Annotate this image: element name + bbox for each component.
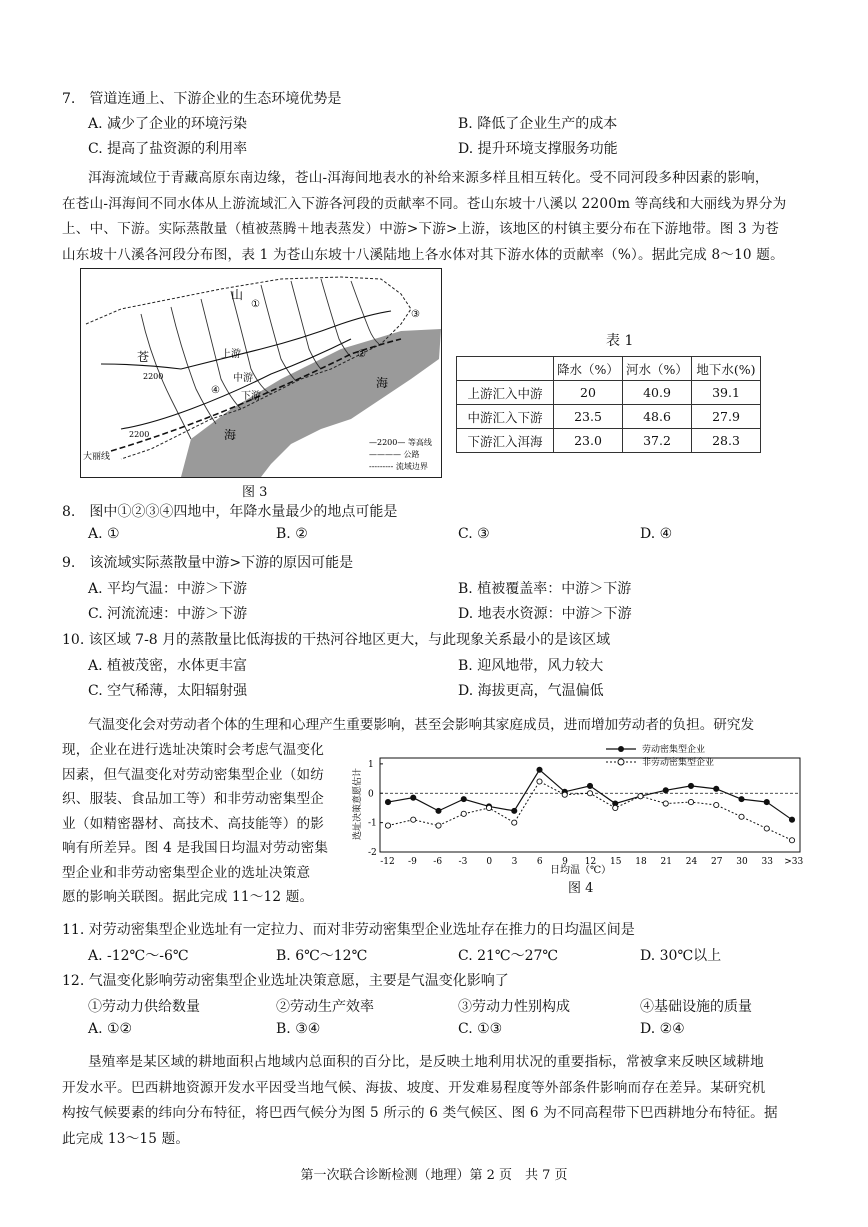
passage-line: 构按气候要素的纬向分布特征，将巴西气候分为图 5 所示的 6 类气候区、图 6 为不同高程带下巴西耕地分布特征。据 [62, 1105, 778, 1121]
chart-axes [368, 758, 803, 867]
q9-option-d: D. 地表水资源：中游＞下游 [458, 606, 632, 622]
table-cell: 40.9 [623, 381, 692, 405]
point-4: ④ [211, 385, 220, 396]
q7-stem: 7. 管道连通上、下游企业的生态环境优势是 [62, 91, 342, 107]
x-tick-label: 27 [711, 857, 723, 867]
x-tick-label: 24 [685, 857, 698, 867]
q9-option-c: C. 河流流速：中游＞下游 [88, 606, 248, 622]
x-tick-label: -9 [408, 857, 417, 867]
point-nonlabour [714, 802, 719, 807]
passage-line: 开发水平。巴西耕地资源开发水平因受当地气候、海拔、坡度、开发难易程度等外部条件影响而存在差异。某研究机 [62, 1079, 766, 1096]
q8-option-d: D. ④ [640, 526, 673, 542]
point-2: ② [357, 349, 366, 360]
map-legend [369, 437, 432, 471]
passage-line: 现，企业在进行选址决策时会考虑气温变化 [62, 742, 325, 758]
q12-item-1: ①劳动力供给数量 [88, 999, 200, 1015]
x-tick-label: 15 [610, 857, 622, 867]
x-tick-label: -12 [380, 857, 395, 867]
table-cell: 39.1 [692, 381, 761, 405]
label-dalixian: 大丽线 [83, 452, 111, 462]
q11-option-b: B. 6℃～12℃ [276, 948, 368, 964]
point-nonlabour [789, 838, 794, 843]
table-header-cell: 地下水(%) [692, 357, 761, 381]
passage-erhai [62, 166, 822, 268]
passage-line: 响有所差异。图 4 是我国日均温对劳动密集 [62, 840, 329, 856]
point-3: ③ [411, 309, 420, 320]
figure-3-map [80, 268, 442, 478]
point-labour [714, 786, 719, 791]
point-nonlabour [537, 779, 542, 784]
x-tick-label: >33 [784, 857, 804, 867]
point-nonlabour [562, 792, 567, 797]
table-cell: 48.6 [623, 405, 692, 429]
label-cang: 苍 [137, 350, 150, 364]
table-header-row [457, 357, 761, 381]
q12-item-3: ③劳动力性别构成 [458, 999, 570, 1015]
q8-option-c: C. ③ [458, 526, 490, 542]
passage-line: 山东坡十八溪各河段分布图，表 1 为苍山东坡十八溪陆地上各水体对其下游水体的贡献率（%）。据此完成 8～10 题。 [62, 246, 784, 263]
point-labour [512, 808, 517, 813]
table-1-title: 表 1 [606, 333, 634, 349]
legend-label-labour: 劳动密集型企业 [642, 745, 706, 755]
page-footer: 第一次联合诊断检测（地理）第 2 页 共 7 页 [300, 1168, 568, 1183]
x-tick-label: 12 [584, 857, 597, 867]
q12-option-c: C. ①③ [458, 1021, 503, 1037]
point-nonlabour [764, 826, 769, 831]
q9-option-b: B. 植被覆盖率：中游＞下游 [458, 581, 632, 597]
point-labour [587, 783, 592, 788]
label-hai-bottom: 海 [224, 428, 237, 442]
table-row [457, 405, 761, 429]
table-cell: 20 [554, 381, 623, 405]
point-labour [461, 797, 466, 802]
table-row [457, 381, 761, 405]
figure-4-caption: 图 4 [568, 881, 594, 896]
passage-line: 洱海流域位于青藏高原东南边缘，苍山-洱海间地表水的补给来源多样且相互转化。受不同河段多种因素的影响， [88, 170, 769, 186]
q8-stem: 8. 图中①②③④四地中，年降水量最少的地点可能是 [62, 504, 398, 520]
q7-option-a: A. 减少了企业的环境污染 [88, 116, 248, 132]
q10-option-c: C. 空气稀薄，太阳辐射强 [88, 683, 248, 699]
table-cell: 中游汇入下游 [457, 405, 554, 429]
x-tick-label: 21 [660, 857, 673, 867]
chart-ylabel: 选址决策意愿估计 [353, 767, 363, 840]
point-nonlabour [587, 791, 592, 796]
x-tick-label: 3 [511, 857, 518, 867]
q12-option-d: D. ②④ [640, 1021, 685, 1037]
y-tick-label: -2 [368, 848, 377, 858]
label-middle: 中游 [233, 373, 253, 384]
q12-item-2: ②劳动生产效率 [276, 999, 374, 1015]
q8-option-a: A. ① [88, 526, 120, 542]
passage-line: 在苍山-洱海间不同水体从上游流域汇入下游各河段的贡献率不同。苍山东坡十八溪以 2200m 等高线和大丽线为界分为 [62, 195, 787, 212]
legend-label-nonlabour: 非劳动密集型企业 [642, 758, 715, 768]
x-tick-label: 30 [736, 857, 748, 867]
passage-brazil [62, 1050, 822, 1152]
passage-line: 业（如精密器材、高技术、高技能等）的影 [62, 815, 325, 832]
point-nonlabour [512, 820, 517, 825]
x-tick-label: -6 [433, 857, 443, 867]
x-tick-label: 0 [486, 857, 493, 867]
point-nonlabour [436, 823, 441, 828]
label-lower: 下游 [241, 391, 261, 402]
passage-line: 上、中、下游。实际蒸散量（植被蒸腾＋地表蒸发）中游>下游>上游，该地区的村镇主要分布在下游地带。图 3 为苍 [62, 221, 779, 237]
table-header-cell [457, 357, 554, 381]
q12-option-a: A. ①② [88, 1021, 133, 1037]
point-labour [436, 808, 441, 813]
table-cell: 23.0 [554, 429, 623, 453]
table-cell: 23.5 [554, 405, 623, 429]
point-labour [537, 767, 542, 772]
point-labour [789, 817, 794, 822]
point-nonlabour [486, 805, 491, 810]
point-1: ① [251, 299, 260, 310]
q8-option-b: B. ② [276, 526, 308, 542]
chart-plot [385, 767, 794, 843]
q11-option-c: C. 21℃～27℃ [458, 948, 559, 964]
x-tick-label: 33 [761, 857, 774, 867]
q10-option-a: A. 植被茂密，水体更丰富 [88, 658, 248, 674]
x-tick-label: 6 [536, 857, 543, 867]
point-nonlabour [688, 799, 693, 804]
q7-option-d: D. 提升环境支撑服务功能 [458, 141, 618, 157]
point-nonlabour [663, 801, 668, 806]
point-nonlabour [385, 823, 390, 828]
label-hai-right: 海 [376, 376, 389, 390]
q9-stem: 9. 该流域实际蒸散量中游>下游的原因可能是 [62, 555, 354, 571]
q7-option-b: B. 降低了企业生产的成本 [458, 116, 618, 132]
label-contour-2200b: 2200 [129, 430, 150, 439]
table-1 [456, 356, 761, 453]
label-upper: 上游 [221, 349, 241, 360]
legend-road: ———— 公路 [369, 450, 420, 459]
point-labour [385, 799, 390, 804]
point-nonlabour [638, 794, 643, 799]
table-header-cell: 河水（%） [623, 357, 692, 381]
q12-option-b: B. ③④ [276, 1021, 321, 1037]
x-tick-label: -3 [458, 857, 468, 867]
passage2-first-line: 气温变化会对劳动者个体的生理和心理产生重要影响，甚至会影响其家庭成员，进而增加劳动者的负担。研究发 [88, 717, 755, 733]
legend-marker-nonlabour [618, 759, 624, 765]
point-nonlabour [461, 811, 466, 816]
chart-xlabel: 日均温（℃） [550, 865, 612, 876]
q12-stem: 12. 气温变化影响劳动密集型企业选址决策意愿，主要是气温变化影响了 [62, 973, 509, 989]
passage-temperature [62, 738, 352, 910]
point-labour [739, 797, 744, 802]
y-tick-label: -1 [368, 818, 377, 829]
chart-frame [380, 758, 800, 852]
point-nonlabour [613, 805, 618, 810]
table-cell: 上游汇入中游 [457, 381, 554, 405]
figure-4-chart [350, 740, 810, 900]
q11-option-d: D. 30℃以上 [640, 948, 722, 964]
y-tick-label: 1 [368, 759, 374, 770]
q10-option-d: D. 海拔更高，气温偏低 [458, 683, 604, 699]
q11-option-a: A. -12℃～-6℃ [88, 948, 189, 964]
passage-line: 型企业和非劳动密集型企业的选址决策意 [62, 864, 311, 881]
passage-line: 垦殖率是某区域的耕地面积占地域内总面积的百分比，是反映土地利用状况的重要指标，常被拿来反映区域耕地 [88, 1054, 764, 1070]
point-labour [764, 799, 769, 804]
q9-option-a: A. 平均气温：中游＞下游 [88, 581, 248, 597]
point-labour [688, 783, 693, 788]
map-svg [81, 269, 441, 477]
chart-legend [606, 743, 714, 768]
x-tick-label: 18 [635, 857, 647, 867]
q12-item-4: ④基础设施的质量 [640, 999, 752, 1015]
point-nonlabour [411, 817, 416, 822]
point-labour [411, 795, 416, 800]
table-cell: 37.2 [623, 429, 692, 453]
figure-3-caption: 图 3 [242, 485, 268, 500]
chart-svg [350, 740, 810, 900]
table-row [457, 429, 761, 453]
table-header-cell: 降水（%） [554, 357, 623, 381]
x-tick-label: 9 [562, 857, 568, 867]
legend-contour: —2200— 等高线 [369, 438, 432, 447]
q7-option-c: C. 提高了盐资源的利用率 [88, 141, 248, 157]
y-tick-label: 0 [368, 789, 374, 800]
passage-line: 织、服装、食品加工等）和非劳动密集型企 [62, 791, 325, 807]
label-contour-2200a: 2200 [143, 372, 164, 381]
label-shan: 山 [231, 288, 244, 302]
passage-line: 此完成 13～15 题。 [62, 1130, 190, 1147]
q10-option-b: B. 迎风地带，风力较大 [458, 658, 604, 674]
table-cell: 28.3 [692, 429, 761, 453]
legend-boundary: --------- 流域边界 [369, 462, 428, 471]
q11-stem: 11. 对劳动密集型企业选址有一定拉力、而对非劳动密集型企业选址存在推力的日均温区间是 [62, 922, 635, 938]
table-cell: 下游汇入洱海 [457, 429, 554, 453]
passage-line: 因素，但气温变化对劳动密集型企业（如纺 [62, 766, 325, 783]
point-labour [663, 788, 668, 793]
point-nonlabour [739, 814, 744, 819]
passage-line: 愿的影响关联图。据此完成 11～12 题。 [62, 889, 314, 905]
q10-stem: 10. 该区域 7-8 月的蒸散量比低海拔的干热河谷地区更大，与此现象关系最小的是该区域 [62, 632, 611, 648]
table-cell: 27.9 [692, 405, 761, 429]
legend-marker-labour [618, 746, 624, 752]
